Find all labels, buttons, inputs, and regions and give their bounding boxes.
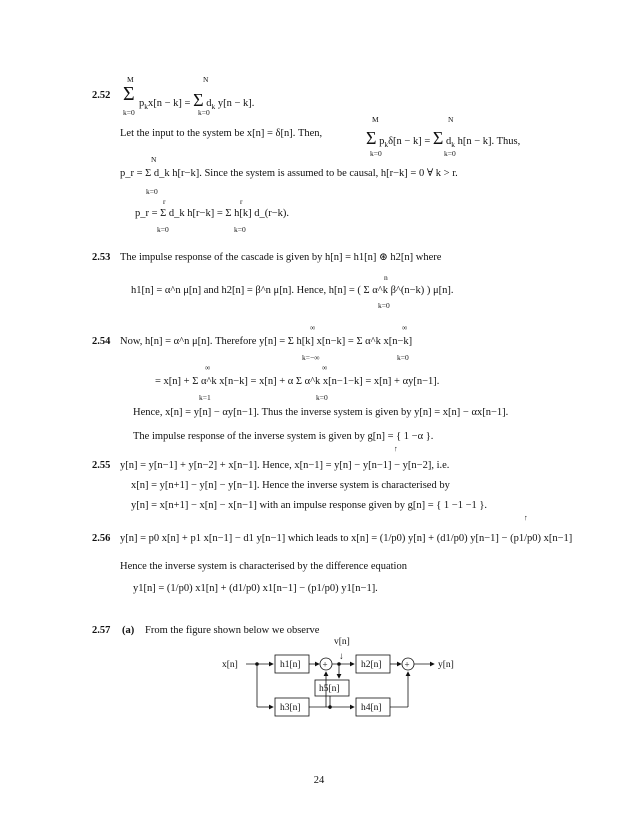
- problem-number: 2.53: [92, 252, 111, 263]
- time-origin-arrow: ↑: [394, 444, 398, 453]
- equation-2-52: $p_kx[n - k] = \Sigma$ $d_k$ y[n − k].: [139, 90, 255, 112]
- block-h4-label: h4[n]: [361, 703, 382, 713]
- sum-lower-limit: k=0: [123, 108, 135, 117]
- disturbance-label: v[n]: [334, 637, 350, 647]
- sum-upper-limit: M: [372, 115, 379, 124]
- sum-upper-limit: N: [448, 115, 454, 124]
- text-line: Let the input to the system be x[n] = δ[n]. Then,: [120, 128, 323, 139]
- text-line: From the figure shown below we observe: [145, 625, 320, 636]
- text-line: = x[n] + Σ α^k x[n−k] = x[n] + α Σ α^k x[n−1−k] = x[n] + αy[n−1].: [155, 376, 440, 387]
- junction-node: [328, 705, 332, 709]
- text-line: h1[n] = α^n μ[n] and h2[n] = β^n μ[n]. Hence, h[n] = ( Σ α^k β^(n−k) ) μ[n].: [131, 285, 454, 296]
- input-label: x[n]: [222, 660, 238, 670]
- time-origin-arrow: ↑: [524, 513, 528, 522]
- problem-part: (a): [122, 625, 135, 636]
- sum-upper-limit: ∞: [322, 363, 328, 372]
- sum-lower-limit: k=0: [146, 187, 158, 196]
- problem-number: 2.57: [92, 625, 111, 636]
- text-line: y[n] = x[n+1] − x[n] − x[n−1] with an impulse response given by g[n] = { 1 −1 −1 }.: [131, 500, 488, 511]
- block-h5-label: h5[n]: [319, 684, 340, 694]
- sum-upper-limit: ∞: [402, 323, 408, 332]
- sum-upper-limit: ∞: [310, 323, 316, 332]
- problem-number: 2.52: [92, 90, 111, 101]
- sum-lower-limit: k=0: [378, 301, 390, 310]
- sum-upper-limit: r: [163, 197, 166, 206]
- sum-lower-limit: k=1: [199, 393, 211, 402]
- problem-number: 2.55: [92, 460, 111, 471]
- block-h3-label: h3[n]: [280, 703, 301, 713]
- sum-lower-limit: k=0: [157, 225, 169, 234]
- sum-upper-limit: M: [127, 75, 134, 84]
- problem-number: 2.56: [92, 533, 111, 544]
- text-line: y1[n] = (1/p0) x1[n] + (d1/p0) x1[n−1] − (p1/p0) y1[n−1].: [133, 583, 378, 594]
- output-label: y[n]: [438, 660, 454, 670]
- sum-lower-limit: k=0: [316, 393, 328, 402]
- text-line: y[n] = p0 x[n] + p1 x[n−1] − d1 y[n−1] which leads to x[n] = (1/p0) y[n] + (d1/p0) y[n−1] − (p1/p0) x[n−1]: [120, 533, 573, 544]
- text-line: y[n] = y[n−1] + y[n−2] + x[n−1]. Hence, x[n−1] = y[n] − y[n−1] − y[n−2], i.e.: [120, 460, 450, 471]
- sum-lower-limit: k=0: [444, 149, 456, 158]
- sum-upper-limit: r: [240, 197, 243, 206]
- block-h1-label: h1[n]: [280, 660, 301, 670]
- text-line: x[n] = y[n+1] − y[n] − y[n−1]. Hence the inverse system is characterised by: [131, 480, 450, 491]
- text-line: p_r = Σ d_k h[r−k] = Σ h[k] d_(r−k).: [135, 208, 290, 219]
- sigma-symbol: Σ: [123, 83, 135, 105]
- text-line: The impulse response of the cascade is given by h[n] = h1[n] ⊛ h2[n] where: [120, 252, 442, 263]
- sum-upper-limit: n: [384, 273, 388, 282]
- plus-sign: +: [404, 659, 410, 670]
- text-line: Now, h[n] = α^n μ[n]. Therefore y[n] = Σ h[k] x[n−k] = Σ α^k x[n−k]: [120, 336, 413, 347]
- sum-lower-limit: k=0: [198, 108, 210, 117]
- sum-lower-limit: k=0: [370, 149, 382, 158]
- sum-upper-limit: ∞: [205, 363, 211, 372]
- sum-lower-limit: k=−∞: [302, 353, 320, 362]
- sum-lower-limit: k=0: [397, 353, 409, 362]
- text-line: The impulse response of the inverse system is given by g[n] = { 1 −α }.: [133, 431, 434, 442]
- down-arrow: ↓: [339, 652, 344, 662]
- problem-number: 2.54: [92, 336, 111, 347]
- text-line: Hence the inverse system is characterised by the difference equation: [120, 561, 407, 572]
- sum-upper-limit: N: [203, 75, 209, 84]
- block-h2-label: h2[n]: [361, 660, 382, 670]
- sum-upper-limit: N: [151, 155, 157, 164]
- plus-sign: +: [322, 659, 328, 670]
- sum-lower-limit: k=0: [234, 225, 246, 234]
- page-number: 24: [313, 775, 325, 786]
- text-line: Hence, x[n] = y[n] − αy[n−1]. Thus the inverse system is given by y[n] = x[n] − αx[n−1].: [133, 407, 509, 418]
- equation-text: Σ $p_k\delta[n - k] = \Sigma$ $d_k$ h[n − k]. Thus,: [366, 128, 521, 150]
- text-line: p_r = Σ d_k h[r−k]. Since the system is assumed to be causal, h[r−k] = 0 ∀ k > r.: [120, 168, 458, 179]
